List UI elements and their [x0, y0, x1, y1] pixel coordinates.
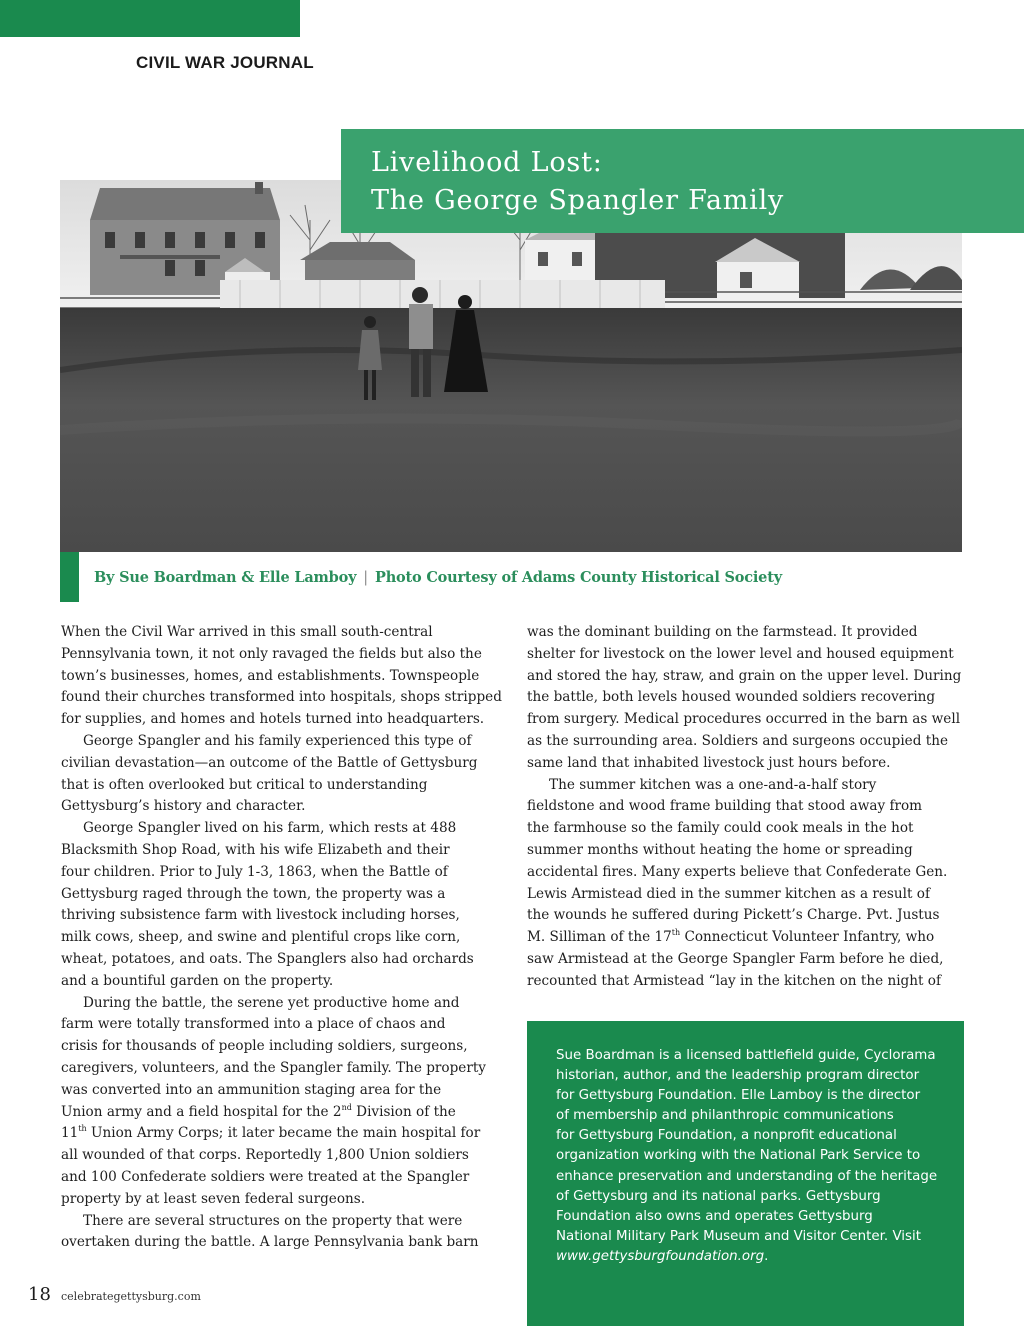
article-line: and a bountiful garden on the property. — [61, 972, 334, 989]
article-line: There are several structures on the property that were — [83, 1212, 463, 1229]
article-line: thriving subsistence farm with livestock including horses, — [61, 907, 460, 924]
byline-authors: By Sue Boardman & Elle Lamboy — [94, 569, 357, 586]
article-line: same land that inhabited livestock just hours before. — [527, 754, 891, 771]
article-line: the battle, both levels housed wounded soldiers recovering — [527, 689, 936, 706]
article-column-right — [527, 622, 967, 993]
article-line: all wounded of that corps. Reportedly 1,800 Union soldiers — [61, 1147, 469, 1164]
article-line: saw Armistead at the George Spangler Farm before he died, — [527, 950, 944, 967]
article-line: George Spangler and his family experienced this type of — [83, 732, 472, 749]
article-line: four children. Prior to July 1-3, 1863, when the Battle of — [61, 863, 448, 880]
article-line: Gettysburg’s history and character. — [61, 798, 306, 815]
article-line: was converted into an ammunition staging area for the — [61, 1081, 442, 1098]
article-line: Blacksmith Shop Road, with his wife Elizabeth and their — [61, 841, 450, 858]
article-line: milk cows, sheep, and swine and plentiful crops like corn, — [61, 929, 461, 946]
byline-accent — [60, 552, 79, 602]
section-label: CIVIL WAR JOURNAL — [136, 53, 314, 72]
article-line: accidental fires. Many experts believe that Confederate Gen. — [527, 863, 948, 880]
article-line: During the battle, the serene yet productive home and — [83, 994, 460, 1011]
bio-line: www.gettysburgfoundation.org. — [556, 1248, 769, 1264]
article-line: crisis for thousands of people including soldiers, surgeons, — [61, 1038, 468, 1055]
article-line: and 100 Confederate soldiers were treated at the Spangler — [61, 1168, 470, 1185]
photo-illustration — [60, 180, 962, 552]
article-line: as the surrounding area. Soldiers and surgeons occupied the — [527, 732, 949, 749]
article-line: wheat, potatoes, and oats. The Spanglers also had orchards — [61, 950, 474, 967]
footer-site: celebrategettysburg.com — [61, 1290, 201, 1303]
bio-line: organization working with the National Park Service to — [556, 1148, 921, 1164]
title-line-1: Livelihood Lost: — [371, 147, 603, 178]
article-line: overtaken during the battle. A large Pennsylvania bank barn — [61, 1234, 479, 1251]
article-line: civilian devastation—an outcome of the Battle of Gettysburg — [61, 754, 478, 771]
article-line: the farmhouse so the family could cook meals in the hot — [527, 820, 914, 837]
article-line: Union army and a field hospital for the 2nd Division of the — [61, 1102, 456, 1120]
article-line: The summer kitchen was a one-and-a-half story — [549, 776, 877, 793]
bio-line: of Gettysburg and its national parks. Gettysburg — [556, 1188, 881, 1204]
bio-line: of membership and philanthropic communications — [556, 1108, 894, 1124]
article-line: from surgery. Medical procedures occurred in the barn as well — [527, 711, 961, 728]
article-line: George Spangler lived on his farm, which rests at 488 — [83, 820, 457, 837]
article-line: Gettysburg raged through the town, the property was a — [61, 885, 446, 902]
article-line: shelter for livestock on the lower level and housed equipment — [527, 645, 954, 662]
article-line: summer months without heating the home or spreading — [527, 841, 913, 858]
bio-line: National Military Park Museum and Visitor Center. Visit — [556, 1228, 921, 1244]
article-line: and stored the hay, straw, and grain on the upper level. During — [527, 667, 962, 684]
article-line: caregivers, volunteers, and the Spangler family. The property — [61, 1059, 486, 1076]
article-line: farm were totally transformed into a place of chaos and — [61, 1016, 446, 1033]
page-number: 18 — [28, 1284, 51, 1305]
top-accent-bar — [0, 0, 300, 37]
photo-credit: Photo Courtesy of Adams County Historical Society — [374, 569, 782, 586]
article-line: found their churches transformed into hospitals, shops stripped — [61, 689, 502, 706]
article-line: Pennsylvania town, it not only ravaged the fields but also the — [61, 645, 482, 662]
article-column-left — [61, 622, 501, 1254]
byline-separator: | — [363, 570, 368, 586]
article-line: M. Silliman of the 17th Connecticut Volunteer Infantry, who — [527, 928, 935, 946]
bio-line: Sue Boardman is a licensed battlefield guide, Cyclorama — [556, 1048, 936, 1063]
article-line: property by at least seven federal surgeons. — [61, 1190, 366, 1207]
title-line-2: The George Spangler Family — [371, 185, 785, 216]
article-line: for supplies, and homes and hotels turned into headquarters. — [61, 711, 485, 728]
article-line: fieldstone and wood frame building that stood away from — [527, 798, 923, 815]
article-line: When the Civil War arrived in this small south-central — [61, 624, 433, 640]
bio-line: enhance preservation and understanding of the heritage — [556, 1168, 938, 1184]
byline — [94, 569, 782, 586]
bio-line: Foundation also owns and operates Gettysburg — [556, 1208, 873, 1224]
foundation-link[interactable]: www.gettysburgfoundation.org — [556, 1248, 765, 1264]
article-line: recounted that Armistead “lay in the kitchen on the night of — [527, 972, 941, 989]
article-line: Lewis Armistead died in the summer kitchen as a result of — [527, 885, 931, 902]
bio-line: for Gettysburg Foundation, a nonprofit educational — [556, 1128, 897, 1144]
article-line: 11th Union Army Corps; it later became the main hospital for — [61, 1124, 481, 1142]
bio-line: for Gettysburg Foundation. Elle Lamboy is the director — [556, 1088, 921, 1104]
bio-line: historian, author, and the leadership program director — [556, 1068, 920, 1084]
title-box — [341, 129, 1024, 233]
author-bio-text — [556, 1046, 956, 1267]
article-line: was the dominant building on the farmstead. It provided — [527, 624, 918, 640]
article-line: town’s businesses, homes, and establishments. Townspeople — [61, 667, 480, 684]
historic-photo — [60, 180, 962, 552]
article-line: the wounds he suffered during Pickett’s Charge. Pvt. Justus — [527, 907, 940, 924]
article-line: that is often overlooked but critical to understanding — [61, 776, 428, 793]
author-bio-box — [527, 1021, 964, 1326]
